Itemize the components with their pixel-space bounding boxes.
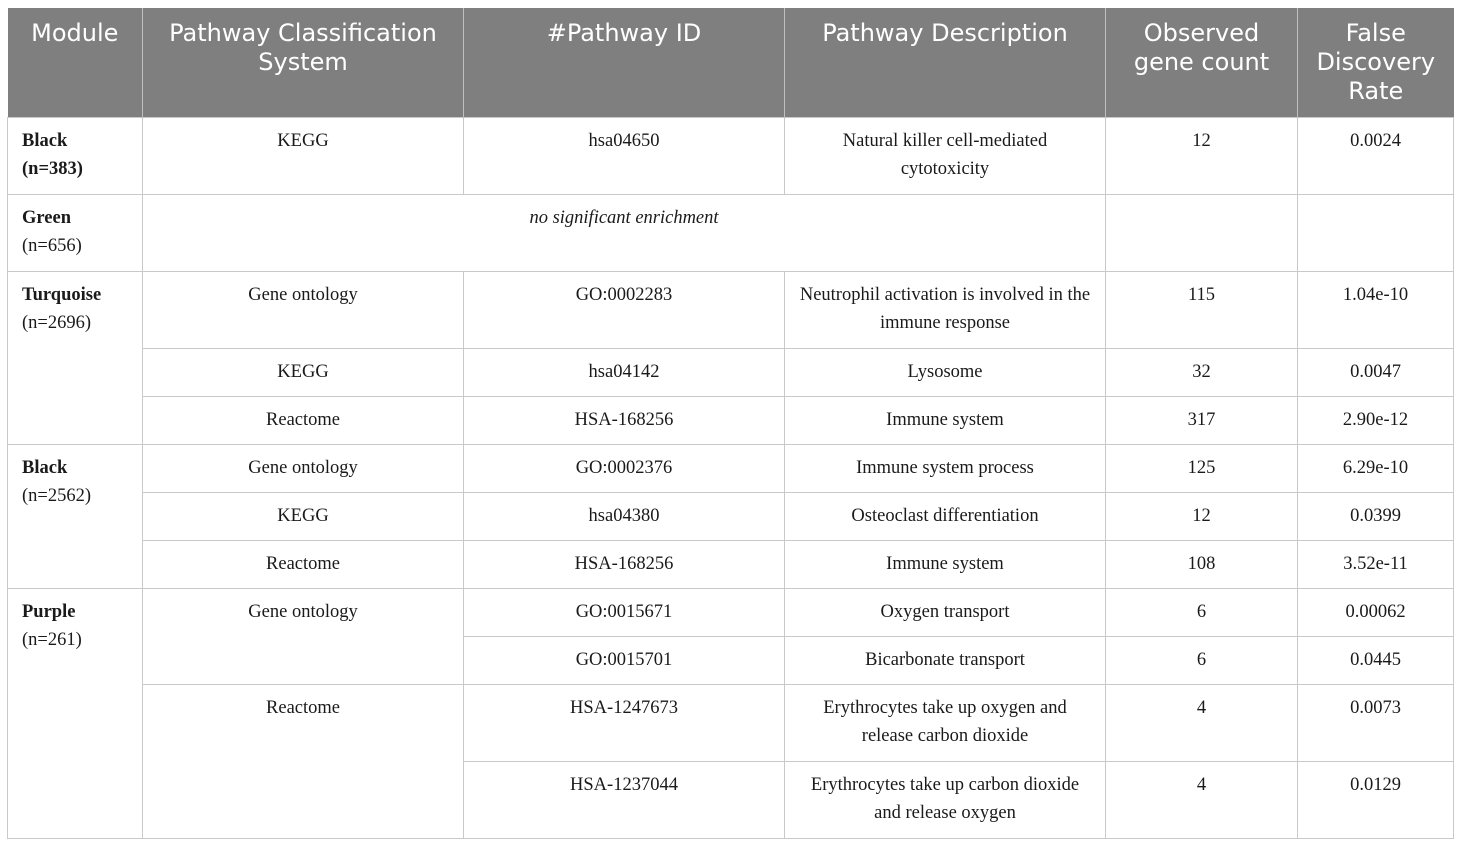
- module-size: (n=261): [22, 630, 82, 650]
- pathway-description-cell: Bicarbonate transport: [785, 637, 1106, 685]
- module-cell-black-2562: [8, 445, 143, 589]
- fdr-cell: 0.0129: [1298, 762, 1454, 839]
- gene-count-cell: [1106, 195, 1298, 272]
- classification-cell: Reactome: [143, 541, 464, 589]
- gene-count-cell: 12: [1106, 118, 1298, 195]
- gene-count-cell: 317: [1106, 397, 1298, 445]
- pathway-description-cell: Oxygen transport: [785, 589, 1106, 637]
- gene-count-cell: 108: [1106, 541, 1298, 589]
- classification-cell: KEGG: [143, 349, 464, 397]
- header-pathway-id: #Pathway ID: [464, 8, 785, 118]
- module-name: Purple: [22, 602, 76, 622]
- module-cell-turquoise-2696: [8, 272, 143, 445]
- gene-count-cell: 4: [1106, 685, 1298, 762]
- header-row: [8, 8, 1454, 118]
- fdr-cell: 0.00062: [1298, 589, 1454, 637]
- fdr-cell: 6.29e-10: [1298, 445, 1454, 493]
- module-size: (n=2696): [22, 313, 92, 333]
- gene-count-cell: 12: [1106, 493, 1298, 541]
- table-row: [8, 493, 1454, 541]
- pathway-id-cell: GO:0015671: [464, 589, 785, 637]
- module-size: (n=656): [22, 236, 82, 256]
- pathway-id-cell: HSA-1247673: [464, 685, 785, 762]
- module-name: Turquoise: [22, 285, 102, 305]
- pathway-description-cell: Neutrophil activation is involved in the immune response: [785, 272, 1106, 349]
- module-name: Black: [22, 458, 68, 478]
- fdr-cell: 2.90e-12: [1298, 397, 1454, 445]
- table-row: [8, 195, 1454, 272]
- pathway-description-cell: Lysosome: [785, 349, 1106, 397]
- classification-cell: Gene ontology: [143, 272, 464, 349]
- fdr-cell: 0.0073: [1298, 685, 1454, 762]
- header-module: Module: [8, 8, 143, 118]
- gene-count-cell: 125: [1106, 445, 1298, 493]
- pathway-description-cell: Immune system: [785, 541, 1106, 589]
- gene-count-cell: 6: [1106, 589, 1298, 637]
- no-enrichment-cell: no significant enrichment: [143, 195, 1106, 272]
- pathway-id-cell: HSA-168256: [464, 541, 785, 589]
- pathway-id-cell: HSA-1237044: [464, 762, 785, 839]
- pathway-id-cell: GO:0002283: [464, 272, 785, 349]
- pathway-id-cell: hsa04380: [464, 493, 785, 541]
- table-row: [8, 589, 1454, 637]
- table-row: [8, 272, 1454, 349]
- table-row: [8, 445, 1454, 493]
- module-cell-purple-261: [8, 589, 143, 839]
- pathway-description-cell: Immune system process: [785, 445, 1106, 493]
- module-size: (n=383): [22, 159, 83, 179]
- gene-count-cell: 32: [1106, 349, 1298, 397]
- fdr-cell: 0.0024: [1298, 118, 1454, 195]
- fdr-cell: 1.04e-10: [1298, 272, 1454, 349]
- fdr-cell: 3.52e-11: [1298, 541, 1454, 589]
- pathway-id-cell: hsa04650: [464, 118, 785, 195]
- pathway-id-cell: GO:0002376: [464, 445, 785, 493]
- pathway-description-cell: Erythrocytes take up oxygen and release carbon dioxide: [785, 685, 1106, 762]
- gene-count-cell: 4: [1106, 762, 1298, 839]
- module-name: Black: [22, 131, 68, 151]
- classification-cell: Gene ontology: [143, 445, 464, 493]
- table-row: [8, 541, 1454, 589]
- classification-cell: Reactome: [143, 397, 464, 445]
- gene-count-cell: 6: [1106, 637, 1298, 685]
- gene-count-cell: 115: [1106, 272, 1298, 349]
- header-observed-gene-count: Observed gene count: [1106, 8, 1298, 118]
- fdr-cell: 0.0399: [1298, 493, 1454, 541]
- module-cell-green-656: [8, 195, 143, 272]
- pathway-id-cell: hsa04142: [464, 349, 785, 397]
- header-pathway-description: Pathway Description: [785, 8, 1106, 118]
- module-name: Green: [22, 208, 71, 228]
- pathway-description-cell: Immune system: [785, 397, 1106, 445]
- pathway-id-cell: GO:0015701: [464, 637, 785, 685]
- classification-cell: Gene ontology: [143, 589, 464, 685]
- fdr-cell: 0.0445: [1298, 637, 1454, 685]
- pathway-enrichment-table: [7, 8, 1454, 839]
- fdr-cell: [1298, 195, 1454, 272]
- pathway-description-cell: Erythrocytes take up carbon dioxide and release oxygen: [785, 762, 1106, 839]
- header-false-discovery-rate: False Discovery Rate: [1298, 8, 1454, 118]
- module-cell-black-383: [8, 118, 143, 195]
- header-classification-system: Pathway Classification System: [143, 8, 464, 118]
- pathway-description-cell: Natural killer cell-mediated cytotoxicity: [785, 118, 1106, 195]
- pathway-description-cell: Osteoclast differentiation: [785, 493, 1106, 541]
- table-row: [8, 118, 1454, 195]
- pathway-id-cell: HSA-168256: [464, 397, 785, 445]
- classification-cell: KEGG: [143, 118, 464, 195]
- table-row: [8, 349, 1454, 397]
- classification-cell: KEGG: [143, 493, 464, 541]
- fdr-cell: 0.0047: [1298, 349, 1454, 397]
- table-row: [8, 685, 1454, 762]
- table-row: [8, 397, 1454, 445]
- module-size: (n=2562): [22, 486, 92, 506]
- classification-cell: Reactome: [143, 685, 464, 839]
